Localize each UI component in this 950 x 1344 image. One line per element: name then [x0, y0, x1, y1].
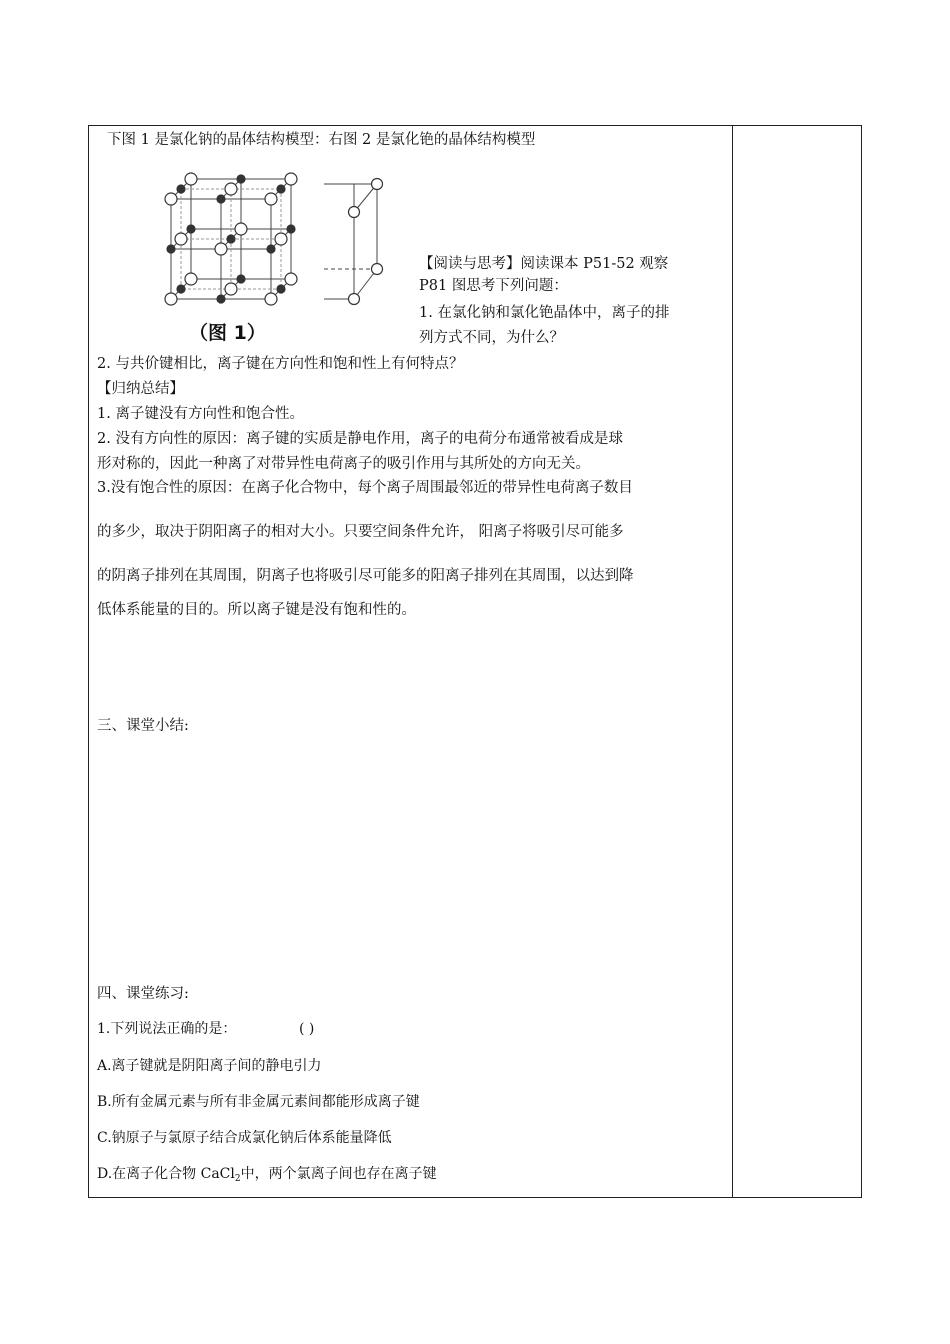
option-d — [97, 1164, 437, 1186]
reading-line-2: P81 图思考下列问题： — [419, 278, 568, 294]
section-3-heading: 三、课堂小结: — [97, 718, 189, 734]
column-divider — [732, 126, 733, 1197]
reading-line-1: 【阅读与思考】阅读课本 P51-52 观察 — [419, 256, 669, 272]
option-d-subscript: 2 — [234, 1174, 241, 1184]
summary-point-2-line-2: 形对称的，因此一种离了对带异性电荷离子的吸引作用与其所处的方向无关。 — [97, 456, 590, 472]
exercise-question: 1.下列说法正确的是： — [97, 1021, 237, 1037]
option-d-text-post: 中，两个氯离子间也存在离子键 — [240, 1166, 437, 1182]
question-1-line-1: 1. 在氯化钠和氯化铯晶体中，离子的排 — [419, 305, 670, 321]
question-1-line-2: 列方式不同，为什么？ — [419, 330, 564, 346]
figure-1-caption: （图 1） — [189, 322, 266, 344]
answer-blank: ( ) — [299, 1021, 315, 1037]
section-4-heading: 四、课堂练习: — [97, 986, 189, 1002]
summary-point-1: 1. 离子键没有方向性和饱合性。 — [97, 406, 304, 422]
option-a: A.离子键就是阴阳离子间的静电引力 — [97, 1058, 322, 1074]
summary-heading: 【归纳总结】 — [97, 381, 184, 397]
summary-point-3-line-2: 的多少，取决于阴阳离子的相对大小。只要空间条件允许， 阳离子将吸引尽可能多 — [97, 524, 624, 540]
question-2: 2. 与共价键相比，离子键在方向性和饱和性上有何特点？ — [97, 356, 464, 372]
worksheet-table — [88, 125, 862, 1198]
summary-point-3-line-4: 低体系能量的目的。所以离子键是没有饱和性的。 — [97, 602, 416, 618]
summary-point-3-line-3: 的阴离子排列在其周围，阴离子也将吸引尽可能多的阳离子排列在其周围，以达到降 — [97, 568, 634, 584]
summary-point-2-line-1: 2. 没有方向性的原因：离子键的实质是静电作用，离子的电荷分布通常被看成是球 — [97, 431, 623, 447]
option-c: C.钠原子与氯原子结合成氯化钠后体系能量降低 — [97, 1130, 392, 1146]
cscl-crystal-figure — [319, 174, 389, 309]
option-b: B.所有金属元素与所有非金属元素间都能形成离子键 — [97, 1094, 420, 1110]
summary-point-3-line-1: 3.没有饱合性的原因：在离子化合物中，每个离子周围最邻近的带异性电荷离子数目 — [97, 480, 633, 496]
intro-text: 下图 1 是氯化钠的晶体结构模型：右图 2 是氯化铯的晶体结构模型 — [107, 132, 536, 148]
option-d-text-pre: D.在离子化合物 CaCl — [97, 1166, 235, 1182]
nacl-crystal-figure — [161, 164, 311, 314]
